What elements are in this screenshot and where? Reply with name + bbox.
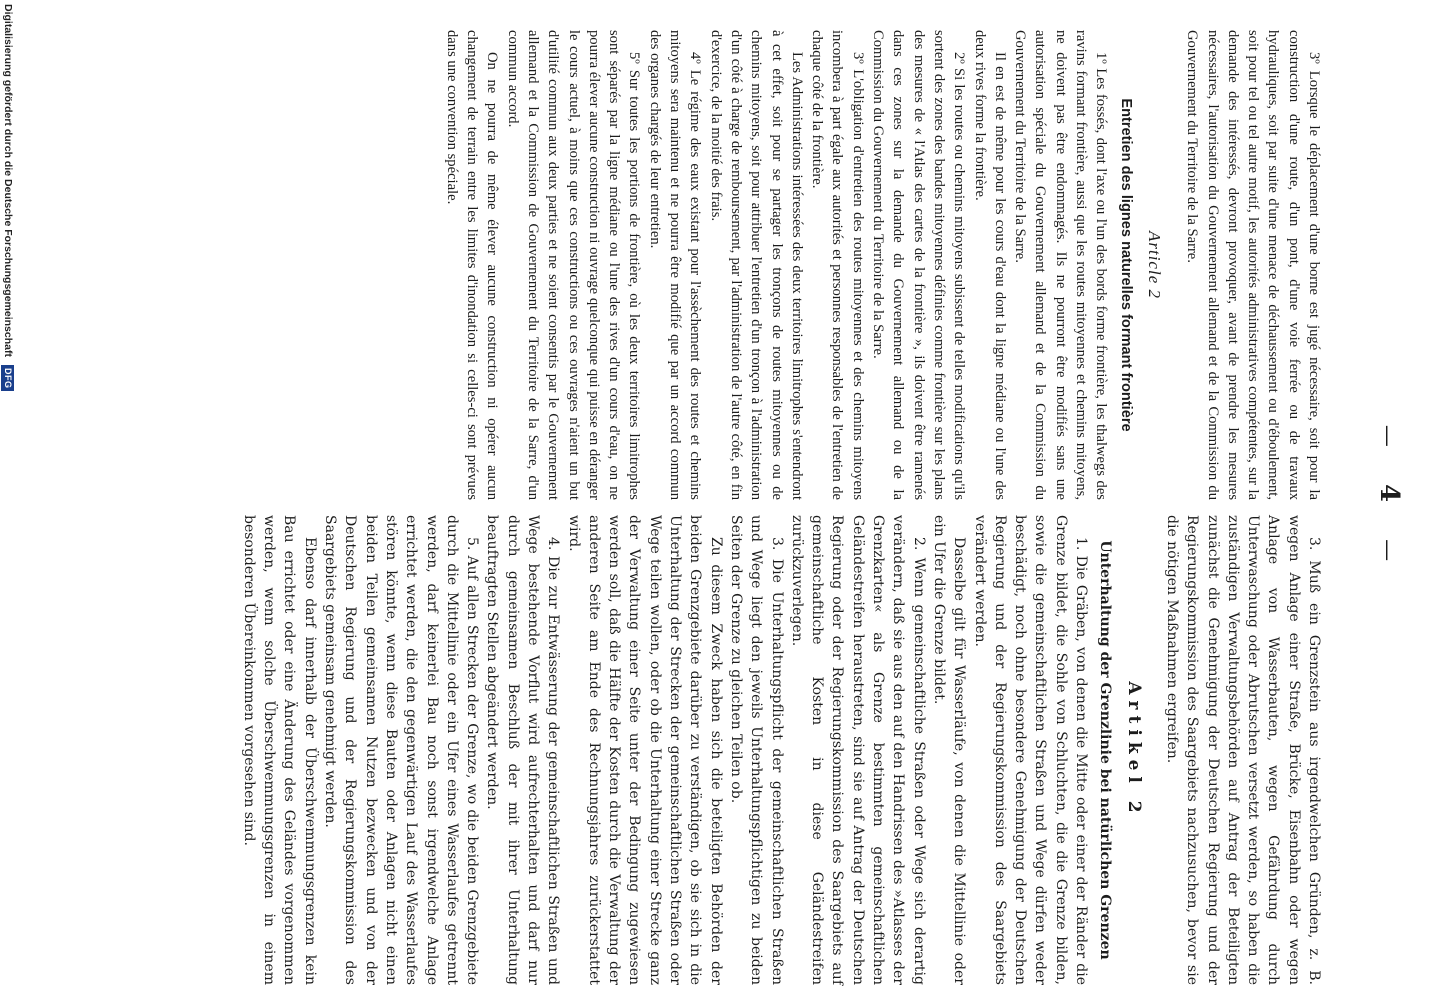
page-number xyxy=(1374,0,1404,1000)
french-paragraph-3b: Les Administrations intéressées des deux territoires limitrophes s'entendront à cet effet, soit pour se partager les tronçons de routes mitoyennes ou de chemins mitoyens, soit pour attribuer l'entretien d'un tronçon à l'administration d'un côté à charge de remboursement, par l'administration de l'autre côté, en fin d'exercice, de la moitié des frais. xyxy=(707,30,805,500)
german-article-title: Artikel 2 xyxy=(1123,681,1144,819)
french-paragraph-5b: On ne pourra de même élever aucune construction ni opérer aucun changement de terrain entre les limites d'inondation si celles-ci sont prévues dans une convention spéciale. xyxy=(443,30,501,500)
german-paragraph-4: 4. Die zur Entwässerung der gemeinschaftlichen Straßen und Wege bestehende Vorflut wird aufrechterhalten und darf nur durch gemeinsamen Beschluß der mit ihrer Unterhaltung beauftragten Stellen abgeändert werden. xyxy=(484,515,562,985)
german-column xyxy=(239,515,1324,985)
german-article-subtitle: Unterhaltung der Grenzlinie bei natürlichen Grenzen xyxy=(1097,540,1114,960)
french-paragraph-4: 4º Le régime des eaux existant pour l'assèchement des routes et chemins mitoyens sera maintenu et ne pourra être modifié que par un accord commun des organes chargés de leur entretien. xyxy=(646,30,704,500)
german-paragraph-1b: Dasselbe gilt für Wasserläufe, von denen die Mittellinie oder ein Ufer die Grenze bildet. xyxy=(930,515,968,985)
page-number-dash-left: — xyxy=(1375,424,1400,461)
german-intro-paragraph: 3. Muß ein Grenzstein aus irgendwelchen Gründen, z. B. wegen Anlage einer Straße, Brücke, Eisenbahn oder wegen Anlage von Wasserbauten, wegen Gefährdung durch Unterwaschung oder Abrutschen versetzt werden, so haben die zuständigen Verwaltungsbehörden auf Antrag der Beteiligten zunächst die Genehmigung der Deutschen Regierung und der Regierungskommission des Saargebiets nachzusuchen, bevor sie die nötigen Maßnahmen ergreifen. xyxy=(1163,515,1322,985)
french-paragraph-1b: Il en est de même pour les cours d'eau dont la ligne médiane ou l'une des deux rives forme la frontière. xyxy=(971,30,1008,500)
german-paragraph-5: 5. Auf allen Strecken der Grenze, wo die beiden Grenzgebiete durch die Mittellinie oder ein Ufer eines Wasserlaufes getrennt werden, darf keinerlei Bau noch sonst irgendwelche Anlage errichtet werden, die den gegenwärtigen Lauf des Wasserlaufes stören könnte, wenn diese Bauten oder Anlagen nicht einen beiden Teilen gemeinsamen Nutzen bezwecken und von der Deutschen Regierung und der Regierungskommission des Saargebiets gemeinsam genehmigt werden. xyxy=(322,515,481,985)
french-paragraph-1: 1º Les fossés, dont l'axe ou l'un des bords forme frontière, les thalwegs des ravins formant frontière, aussi que les routes mitoyennes et chemins mitoyens, ne doivent pas être endommagés. Ils ne pourront être modifiés sans une autorisation spéciale du Gouvernement allemand et de la Commission du Gouvernement du Territoire de la Sarre. xyxy=(1012,30,1110,500)
french-intro-paragraph: 3º Lorsque le déplacement d'une borne est jugé nécessaire, soit pour la construction d'une route, d'un pont, d'une voie ferrée ou de travaux hydrauliques, soit par suite d'une menace de déchaussement ou d'éboulement, soit pour tel ou tel autre motif, les autorités administratives compétentes, sur la demande des intéressés, devront provoquer, avant de prendre les mesures nécessaires, l'autorisation du Gouvernement allemand et de la Commission du Gouvernement du Territoire de la Sarre. xyxy=(1184,30,1322,500)
german-paragraph-1: 1. Die Gräben, von denen die Mitte oder einer der Ränder die Grenze bildet, die Sohle von Schluchten, die die Grenze bilden, sowie die gemeinschaftlichen Straßen und Wege dürfen weder beschädigt, noch ohne besondere Genehmigung der Deutschen Regierung und der Regierungskommission des Saargebiets verändert werden. xyxy=(971,515,1090,985)
digitization-footer xyxy=(0,0,16,1000)
german-paragraph-2: 2. Wenn gemeinschaftliche Straßen oder Wege sich derartig verändern, daß sie aus den auf den Handrissen des »Atlasses der Grenzkarten« als Grenze bestimmten gemeinschaftlichen Geländestreifen heraustreten, sind sie auf Antrag der Deutschen Regierung oder der Regierungskommission des Saargebiets auf gemeinschaftliche Kosten in diese Geländestreifen zurückzuverlegen. xyxy=(788,515,927,985)
page-number-dash-right: — xyxy=(1375,539,1400,576)
french-article-subtitle: Entretien des lignes naturelles formant frontière xyxy=(1117,98,1134,432)
dfg-logo-icon: DFG xyxy=(2,365,15,392)
french-paragraph-2: 2º Si les routes ou chemins mitoyens subissent de telles modifications qu'ils sortent des zones des bandes mitoyennes définies comme frontière sur les plans des mesures de « l'Atlas des cartes de la frontière », ils doivent être ramenés dans ces zones sur la demande du Gouvernement allemand ou de la Commission du Gouvernement du Territoire de la Sarre. xyxy=(870,30,968,500)
page-number-value: 4 xyxy=(1374,483,1404,517)
french-column xyxy=(442,30,1324,500)
german-paragraph-3b: Zu diesem Zweck haben sich die beteiligten Behörden der beiden Grenzgebiete darüber zu verständigen, ob sie sich in die Unterhaltung der Strecken der gemeinschaftlichen Straßen oder Wege teilen wollen, oder ob die Unterhaltung einer Strecke ganz der Verwaltung einer Seite unter der Bedingung zugewiesen werden soll, daß die Hälfte der Kosten durch die Verwaltung der anderen Seite am Ende des Rechnungsjahres zurückerstattet wird. xyxy=(565,515,724,985)
french-paragraph-5: 5º Sur toutes les portions de frontière, où les deux territoires limitrophes sont séparés par la ligne médiane ou l'une des rives d'un cours d'eau, on ne pourra élever aucune construction ni ouvrage quelconque qui puisse en déranger le cours actuel, à moins que ces constructions ou ces ouvrages n'aient un but d'utilité commun aux deux parties et ne soient consentis par le Gouvernement allemand et la Commission de Gouvernement du Territoire de la Sarre, d'un commun accord. xyxy=(504,30,643,500)
french-paragraph-3: 3º L'obligation d'entretien des routes mitoyennes et des chemins mitoyens incombera à part égale aux autorités et personnes responsables de l'entretien de chaque côté de la frontière. xyxy=(809,30,866,500)
digitization-credit: Digitalisierung gefördert durch die Deutsche Forschungsgemeinschaft xyxy=(2,4,14,357)
german-paragraph-3: 3. Die Unterhaltungspflicht der gemeinschaftlichen Straßen und Wege liegt den jeweils Unterhaltungspflichtigen zu beiden Seiten der Grenze zu gleichen Teilen ob. xyxy=(727,515,785,985)
french-article-title: Article 2 xyxy=(1144,230,1164,299)
german-paragraph-5b: Ebenso darf innerhalb der Überschwemmungsgrenzen kein Bau errichtet oder eine Änderung des Geländes vorgenommen werden, wenn solche Überschwemmungsgrenzen in einem besonderen Übereinkommen vorgesehen sind. xyxy=(240,515,318,985)
